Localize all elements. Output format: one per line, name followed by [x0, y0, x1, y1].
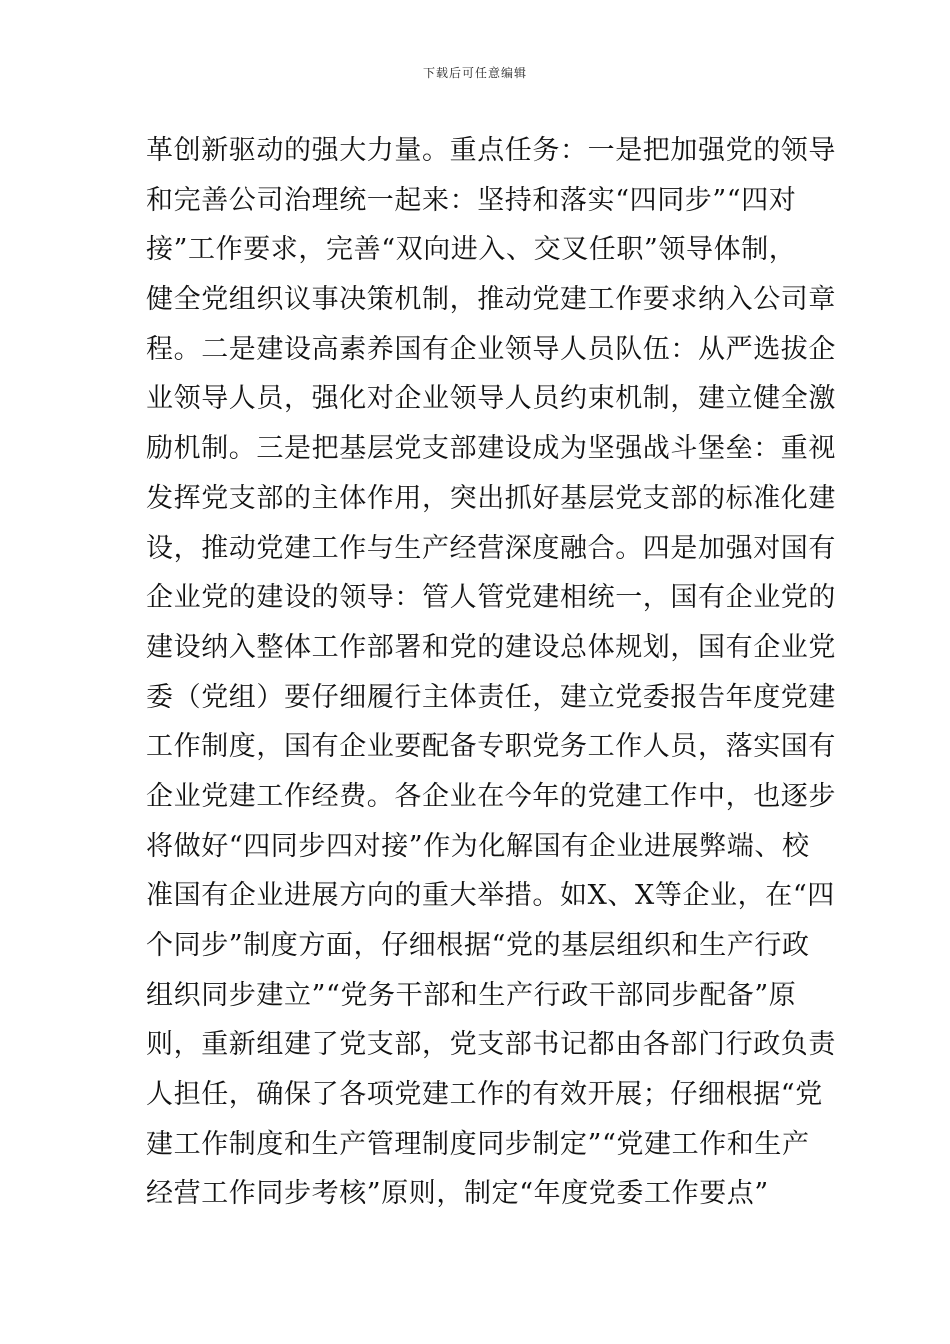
body-line: 准国有企业进展方向的重大举措。如X、X等企业，在“四	[146, 880, 835, 912]
body-line: 励机制。三是把基层党支部建设成为坚强战斗堡垒：重视	[146, 433, 836, 465]
body-line: 业领导人员，强化对企业领导人员约束机制，建立健全激	[146, 383, 836, 415]
body-line: 将做好“四同步四对接”作为化解国有企业进展弊端、校	[146, 830, 810, 862]
page-header: 下载后可任意编辑	[422, 66, 527, 80]
body-line: 建设纳入整体工作部署和党的建设总体规划，国有企业党	[146, 631, 836, 663]
document-body	[146, 126, 836, 1219]
body-line: 设，推动党建工作与生产经营深度融合。四是加强对国有	[146, 532, 836, 564]
body-line: 人担任，确保了各项党建工作的有效开展；仔细根据“党	[146, 1079, 823, 1111]
body-line: 个同步”制度方面，仔细根据“党的基层组织和生产行政	[146, 930, 810, 961]
body-line: 接”工作要求，完善“双向进入、交叉任职”领导体制，	[146, 234, 797, 266]
body-line: 工作制度，国有企业要配备专职党务工作人员，落实国有	[146, 731, 836, 763]
body-line: 企业党的建设的领导：管人管党建相统一，国有企业党的	[146, 582, 836, 614]
body-line: 经营工作同步考核”原则，制定“年度党委工作要点”	[146, 1178, 769, 1210]
body-line: 革创新驱动的强大力量。重点任务：一是把加强党的领导	[146, 135, 836, 166]
body-line: 委（党组）要仔细履行主体责任，建立党委报告年度党建	[146, 681, 836, 713]
body-line: 和完善公司治理统一起来：坚持和落实“四同步”“四对	[146, 184, 797, 216]
body-line: 健全党组织议事决策机制，推动党建工作要求纳入公司章	[146, 284, 836, 316]
body-line: 组织同步建立”“党务干部和生产行政干部同步配备”原	[146, 979, 797, 1011]
body-line: 则，重新组建了党支部，党支部书记都由各部门行政负责	[146, 1029, 836, 1061]
body-line: 建工作制度和生产管理制度同步制定”“党建工作和生产	[146, 1128, 810, 1160]
body-line: 发挥党支部的主体作用，突出抓好基层党支部的标准化建	[146, 482, 836, 514]
body-line: 程。二是建设高素养国有企业领导人员队伍：从严选拔企	[146, 333, 836, 365]
body-line: 企业党建工作经费。各企业在今年的党建工作中，也逐步	[146, 780, 836, 812]
